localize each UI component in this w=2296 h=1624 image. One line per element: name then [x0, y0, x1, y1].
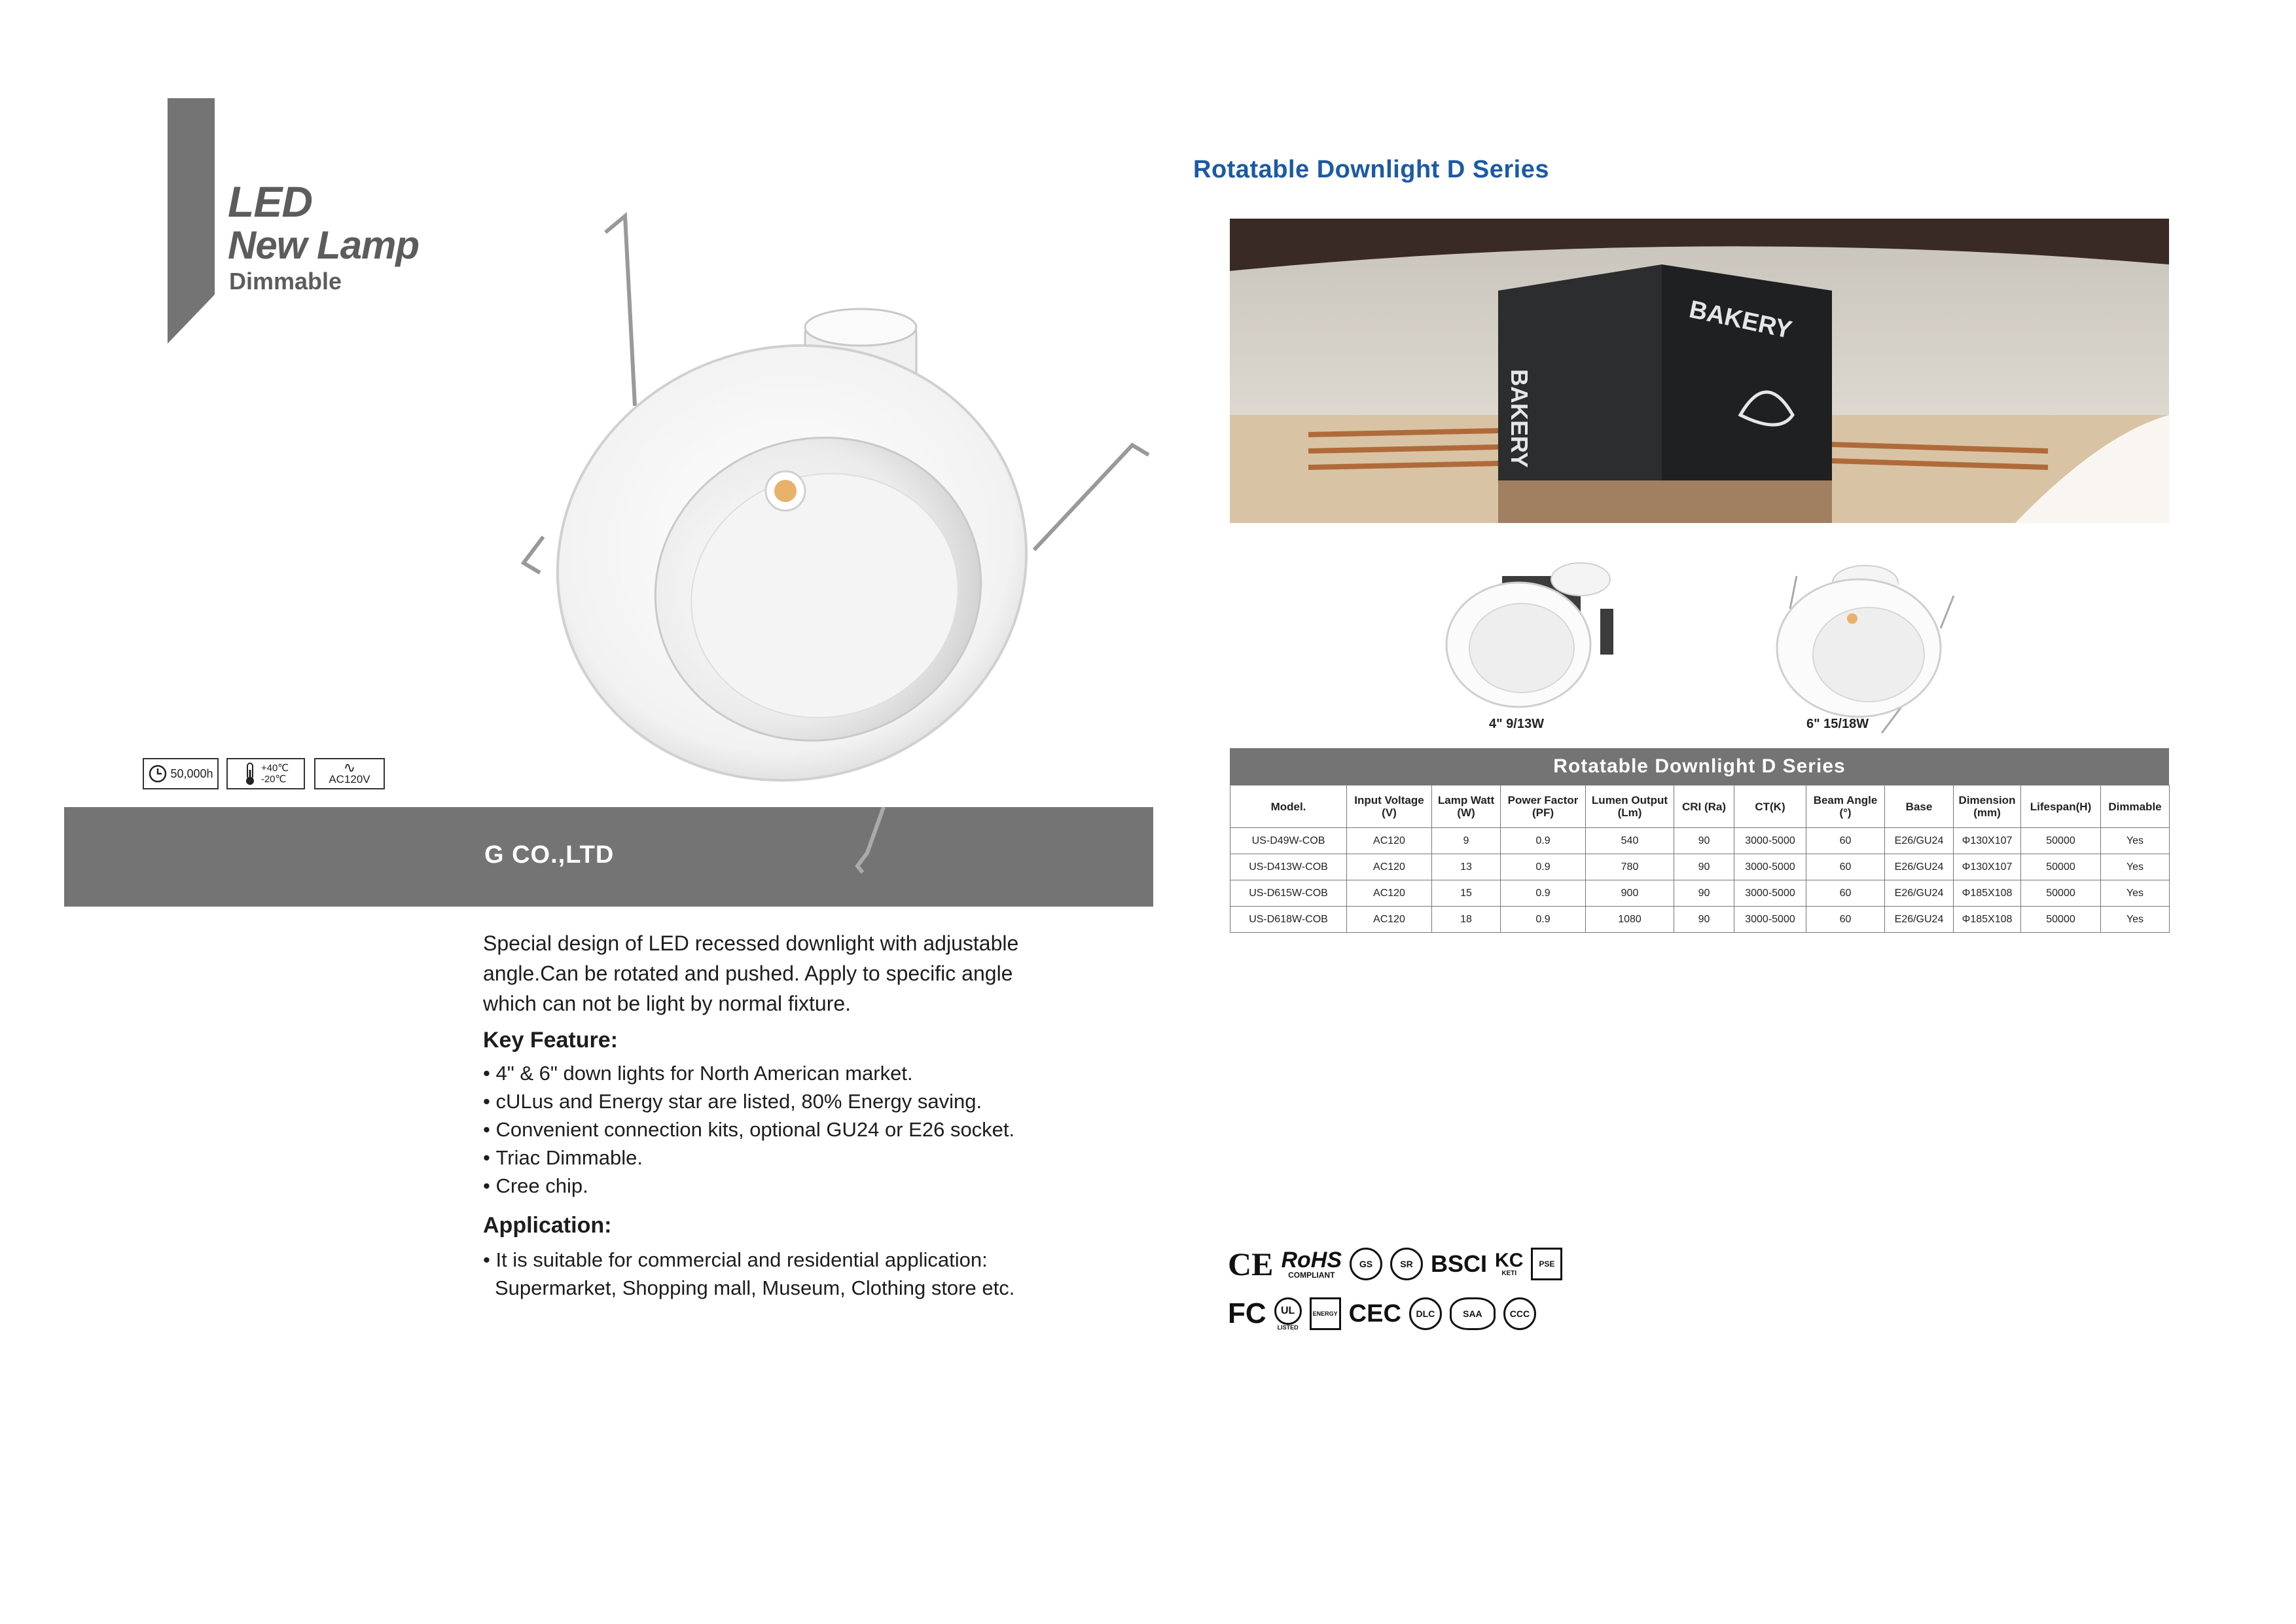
key-feature-list — [483, 1059, 1072, 1200]
cell-dimmable: Yes — [2101, 854, 2170, 880]
cell-voltage: AC120 — [1347, 880, 1432, 907]
cell-cri: 90 — [1674, 854, 1734, 880]
header-cri: CRI (Ra) — [1674, 785, 1734, 828]
downlight-product-image — [478, 196, 1165, 884]
cell-lumen: 540 — [1586, 828, 1674, 854]
table-title: Rotatable Downlight D Series — [1230, 748, 2169, 785]
caption-4inch: 4" 9/13W — [1489, 717, 1544, 731]
cell-voltage: AC120 — [1347, 907, 1432, 933]
cell-beam: 60 — [1806, 907, 1885, 933]
application-line-1: It is suitable for commercial and residential application: — [495, 1248, 988, 1271]
list-item: • Cree chip. — [483, 1172, 1072, 1200]
product-image-4inch — [1440, 556, 1630, 713]
pse-mark-icon: PSE — [1531, 1248, 1562, 1280]
header-dimmable: Dimmable — [2101, 785, 2170, 828]
cell-watt: 15 — [1432, 880, 1501, 907]
ccc-mark-icon: CCC — [1503, 1297, 1536, 1330]
cell-dimension: Φ185X108 — [1954, 880, 2021, 907]
cell-ct: 3000-5000 — [1734, 907, 1806, 933]
rohs-mark-icon: RoHS COMPLIANT — [1281, 1248, 1342, 1280]
cell-dimension: Φ130X107 — [1954, 828, 2021, 854]
cell-base: E26/GU24 — [1885, 880, 1954, 907]
product-description: Special design of LED recessed downlight with adjustable angle.Can be rotated and pushed. Apply to specific angle which can not be light by normal fixture. — [483, 931, 1019, 1015]
cell-model: US-D618W-COB — [1230, 907, 1347, 933]
cell-dimension: Φ185X108 — [1954, 907, 2021, 933]
heading-new-lamp: New Lamp — [228, 223, 420, 267]
cell-dimmable: Yes — [2101, 880, 2170, 907]
cell-cri: 90 — [1674, 828, 1734, 854]
key-feature-heading: Key Feature: — [483, 1028, 618, 1053]
cell-watt: 13 — [1432, 854, 1501, 880]
saa-mark-icon: SAA — [1450, 1297, 1496, 1330]
clock-icon — [148, 764, 168, 784]
header-dimension: Dimension (mm) — [1954, 785, 2021, 828]
list-item: • Triac Dimmable. — [483, 1144, 1072, 1172]
header-input-voltage: Input Voltage (V) — [1347, 785, 1432, 828]
cell-ct: 3000-5000 — [1734, 880, 1806, 907]
cell-lumen: 900 — [1586, 880, 1674, 907]
cell-watt: 18 — [1432, 907, 1501, 933]
voltage-value: AC120V — [329, 772, 370, 785]
header-lamp-watt: Lamp Watt (W) — [1432, 785, 1501, 828]
ac-wave-icon: ∿ — [343, 759, 356, 776]
photo-sign-right: BAKERY — [1687, 295, 1795, 344]
spec-table-block — [1230, 748, 2169, 933]
kc-mark-icon: KC KETI — [1495, 1250, 1524, 1277]
cell-lumen: 780 — [1586, 854, 1674, 880]
cell-lifespan: 50000 — [2021, 880, 2101, 907]
voltage-spec — [314, 758, 385, 789]
cell-cri: 90 — [1674, 880, 1734, 907]
application-heading: Application: — [483, 1213, 612, 1238]
header-lumen-output: Lumen Output (Lm) — [1586, 785, 1674, 828]
company-name: G CO.,LTD — [484, 841, 615, 869]
temp-low-value: -20℃ — [260, 774, 287, 785]
cell-beam: 60 — [1806, 880, 1885, 907]
list-item: • 4" & 6" down lights for North American market. — [483, 1059, 1072, 1087]
cell-dimmable: Yes — [2101, 907, 2170, 933]
table-header-row — [1230, 785, 2170, 828]
cell-lifespan: 50000 — [2021, 854, 2101, 880]
cell-pf: 0.9 — [1501, 828, 1586, 854]
cell-pf: 0.9 — [1501, 880, 1586, 907]
cert-row-1 — [1228, 1244, 1594, 1284]
table-row — [1230, 880, 2170, 907]
lifespan-value: 50,000h — [170, 767, 213, 780]
ce-mark-icon: CE — [1228, 1246, 1274, 1282]
cell-beam: 60 — [1806, 828, 1885, 854]
cec-mark-icon: CEC — [1348, 1300, 1401, 1327]
cell-lumen: 1080 — [1586, 907, 1674, 933]
cell-model: US-D615W-COB — [1230, 880, 1347, 907]
list-item: • cULus and Energy star are listed, 80% Energy saving. — [483, 1087, 1072, 1115]
spec-table — [1230, 785, 2170, 933]
cell-beam: 60 — [1806, 854, 1885, 880]
cell-voltage: AC120 — [1347, 828, 1432, 854]
cell-base: E26/GU24 — [1885, 907, 1954, 933]
header-lifespan: Lifespan(H) — [2021, 785, 2101, 828]
lifespan-spec — [143, 758, 219, 789]
cell-dimension: Φ130X107 — [1954, 854, 2021, 880]
application-text: • It is suitable for commercial and residential application: Supermarket, Shopping mall, Museum, Clothing store etc. — [483, 1246, 1124, 1302]
cell-voltage: AC120 — [1347, 854, 1432, 880]
cell-model: US-D49W-COB — [1230, 828, 1347, 854]
cell-watt: 9 — [1432, 828, 1501, 854]
product-image-6inch — [1770, 556, 1967, 733]
cell-pf: 0.9 — [1501, 907, 1586, 933]
header-ct: CT(K) — [1734, 785, 1806, 828]
header-base: Base — [1885, 785, 1954, 828]
photo-sign-left: BAKERY — [1506, 369, 1533, 468]
table-row — [1230, 828, 2170, 854]
gs-mark-icon: GS — [1350, 1248, 1382, 1280]
bakery-installation-photo — [1230, 219, 2169, 523]
list-item: • Convenient connection kits, optional GU24 or E26 socket. — [483, 1115, 1072, 1144]
cell-model: US-D413W-COB — [1230, 854, 1347, 880]
cell-ct: 3000-5000 — [1734, 854, 1806, 880]
header-beam-angle: Beam Angle (°) — [1806, 785, 1885, 828]
temp-high-value: +40℃ — [260, 763, 289, 774]
energy-star-mark-icon: ENERGY — [1310, 1297, 1341, 1330]
dlc-mark-icon: DLC — [1409, 1297, 1442, 1330]
cell-cri: 90 — [1674, 907, 1734, 933]
cell-dimmable: Yes — [2101, 828, 2170, 854]
heading-dimmable: Dimmable — [229, 268, 342, 295]
cell-lifespan: 50000 — [2021, 907, 2101, 933]
brand-tab-graphic — [168, 98, 215, 344]
bsci-mark-icon: BSCI — [1431, 1250, 1488, 1277]
fcc-mark-icon: FC — [1228, 1297, 1266, 1329]
heading-led: LED — [228, 177, 312, 226]
ul-mark-icon: UL LISTED — [1274, 1297, 1302, 1331]
caption-6inch: 6" 15/18W — [1806, 717, 1869, 731]
certification-logos — [1228, 1244, 1594, 1343]
spring-clip-overlay — [844, 807, 897, 879]
cell-pf: 0.9 — [1501, 854, 1586, 880]
header-model: Model. — [1230, 785, 1347, 828]
application-line-2: Supermarket, Shopping mall, Museum, Clothing store etc. — [495, 1276, 1015, 1299]
cell-ct: 3000-5000 — [1734, 828, 1806, 854]
thermometer-icon — [243, 762, 257, 785]
cell-lifespan: 50000 — [2021, 828, 2101, 854]
sr-mark-icon: SR — [1390, 1248, 1423, 1280]
cell-base: E26/GU24 — [1885, 854, 1954, 880]
table-row — [1230, 907, 2170, 933]
cell-base: E26/GU24 — [1885, 828, 1954, 854]
header-power-factor: Power Factor (PF) — [1501, 785, 1586, 828]
series-title: Rotatable Downlight D Series — [1193, 156, 1549, 183]
table-row — [1230, 854, 2170, 880]
temperature-spec — [226, 758, 305, 789]
cert-row-2 — [1228, 1293, 1594, 1334]
